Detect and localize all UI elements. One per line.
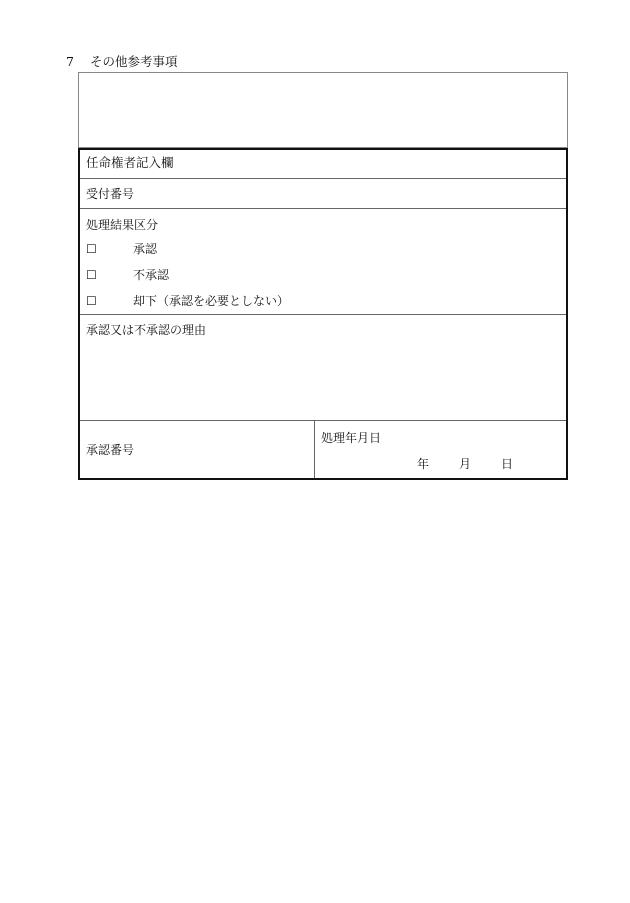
- form-frame: [78, 72, 568, 480]
- reason-label: 承認又は不承認の理由: [86, 323, 207, 337]
- receipt-number-row[interactable]: [80, 178, 566, 208]
- month-unit: 月: [459, 457, 472, 471]
- year-unit: 年: [417, 457, 430, 471]
- section-number: 7: [66, 54, 74, 69]
- receipt-number-label: 受付番号: [86, 187, 135, 201]
- processing-date-cell[interactable]: [315, 421, 566, 478]
- option-disapprove-label: 不承認: [133, 268, 170, 282]
- checkbox-disapprove[interactable]: ☐: [86, 268, 97, 282]
- option-reject-label: 却下（承認を必要としない）: [133, 294, 290, 308]
- authority-section: [78, 148, 568, 480]
- day-unit: 日: [501, 457, 514, 471]
- approval-number-label: 承認番号: [86, 443, 135, 457]
- option-approve-label: 承認: [133, 242, 158, 256]
- other-notes-field[interactable]: [78, 72, 568, 148]
- section-heading: [66, 52, 178, 70]
- reason-row[interactable]: [80, 314, 566, 420]
- authority-title: 任命権者記入欄: [86, 155, 174, 170]
- approval-number-cell[interactable]: [80, 421, 315, 478]
- result-category-label: 処理結果区分: [86, 218, 159, 232]
- authority-title-row: [80, 150, 566, 178]
- checkbox-approve[interactable]: ☐: [86, 242, 97, 256]
- date-units: [417, 455, 513, 472]
- option-approve[interactable]: [86, 236, 566, 262]
- result-category-row: [80, 208, 566, 314]
- processing-date-label: 処理年月日: [321, 431, 382, 445]
- option-reject[interactable]: [86, 288, 566, 314]
- approval-date-row: [80, 420, 566, 478]
- section-title: その他参考事項: [90, 54, 178, 69]
- checkbox-reject[interactable]: ☐: [86, 294, 97, 308]
- option-disapprove[interactable]: [86, 262, 566, 288]
